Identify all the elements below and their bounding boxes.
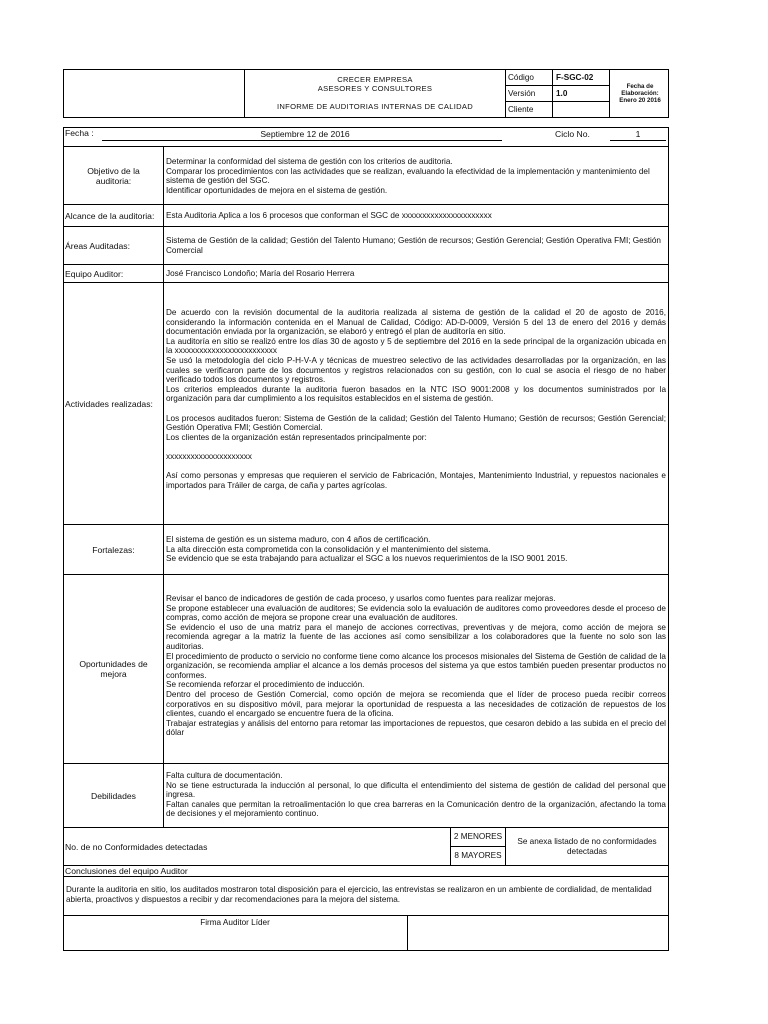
fortalezas-label: Fortalezas: — [92, 544, 135, 555]
actividades-paragraph: Los procesos auditados fueron: Sistema de Gestión de la calidad; Gestión del Talento Humano; Gestión de recursos; Gestión Gerencial; Gestión Operativa FMI; Gestión Comercial. — [166, 413, 666, 433]
codigo-label: Código — [508, 73, 534, 82]
actividades-paragraph: Se usó la metodología del ciclo P-H-V-A y técnicas de muestreo selectivo de las actividades desarrolladas por la organización, en las cuales se verificaron parte de los documentos y registros relacionados con su gestión, con lo cual se asocia el riesgo de no haber verificado todos los documentos y registros. — [166, 355, 666, 385]
label-column-divider — [163, 147, 164, 827]
fortalezas-line: Se evidencio que se esta trabajando para actualizar el SGC a los nuevos requerimientos de la ISO 9001 2015. — [166, 554, 568, 564]
debilidades-content — [166, 771, 666, 819]
fortalezas-content — [166, 535, 666, 564]
actividades-paragraph: xxxxxxxxxxxxxxxxxxxxx — [166, 451, 252, 461]
equipo-label: Equipo Auditor: — [65, 268, 124, 279]
actividades-paragraph: La auditoría en sitio se realizó entre los días 30 de agosto y 5 de septiembre del 2016 en la sede principal de la organización ubicada en la xxxxxxxxxxxxxxxxxxxxxxxxx — [166, 336, 666, 356]
actividades-paragraph: Así como personas y empresas que requieren el servicio de Fabricación, Montajes, Mantenimiento Industrial, y repuestos nacionales e importados para Tráiler de carga, de caña y partes agrícolas. — [166, 471, 666, 490]
objetivo-label: Objetivo de la auditoria: — [87, 166, 140, 186]
header-divider-3 — [552, 69, 553, 118]
noconf-divider-2 — [505, 827, 506, 865]
actividades-paragraph: De acuerdo con la revisión documental de la auditoria realizada al sistema de gestión de la calidad el 20 de agosto de 2016, considerando la información contenida en el Manual de Calidad, Código: AD-D-0009, Versión 5 del 13 de enero del 2016 y demás documentación enviada por la organización, se elaboró y entregó el plan de auditoría en sitio. — [166, 308, 666, 337]
header-divider-4 — [609, 69, 610, 118]
actividades-spacer — [166, 404, 666, 414]
oportunidades-paragraph: Se evidencio el uso de una matriz para el manejo de acciones correctivas, preventivas y de mejora, como acción de mejora se recomienda agregar a la matriz la fuente de las acciones así como sensibilizar a los colaboradores que la fuente no solo son las auditorias. — [166, 622, 666, 651]
noconf-menores: 2 MENORES — [453, 832, 503, 842]
noconf-label: No. de no Conformidades detectadas — [65, 841, 208, 852]
report-title: INFORME DE AUDITORIAS INTERNAS DE CALIDAD — [276, 102, 474, 111]
header-divider-2 — [505, 69, 506, 118]
debilidades-line: Faltan canales que permitan la retroalimentación lo que crea barreras en la Comunicación dentro de la organización, afectando la toma de decisiones y el mejoramiento continuo. — [166, 799, 666, 819]
version-label: Versión — [508, 89, 536, 98]
alcance-value: Esta Auditoria Aplica a los 6 procesos que conforman el SGC de xxxxxxxxxxxxxxxxxxxxxx — [166, 210, 492, 220]
row-line-conclusiones-label — [63, 876, 669, 877]
oportunidades-content — [166, 594, 666, 738]
oportunidades-paragraph: Revisar el banco de indicadores de gestión de cada proceso, y usarlos como fuentes para realizar mejoras. — [166, 594, 556, 603]
debilidades-label: Debilidades — [91, 790, 136, 801]
ciclo-label: Ciclo No. — [555, 129, 590, 139]
noconf-mayores: 8 MAYORES — [454, 851, 502, 861]
fecha-elaboracion-value: Enero 20 2016 — [619, 97, 661, 104]
firma-label: Firma Auditor Líder — [200, 918, 270, 927]
actividades-content — [166, 308, 666, 490]
firma-signature-area[interactable] — [408, 916, 668, 950]
actividades-label: Actividades realizadas: — [65, 398, 153, 409]
noconf-note: Se anexa listado de no conformidades detectadas — [517, 836, 657, 856]
oportunidades-paragraph: El procedimiento de producto o servicio no conforme tiene como alcance los procesos misionales del Sistema de Gestión de calidad de la organización, se recomienda ampliar el alcance a los demás procesos del sistema ya que estos también pueden presentar productos no conformes. — [166, 651, 666, 680]
company-subtitle: ASESORES Y CONSULTORES — [317, 84, 433, 93]
areas-label: Áreas Auditadas: — [65, 240, 130, 251]
codigo-value: F-SGC-02 — [556, 73, 594, 82]
company-name: CRECER EMPRESA — [337, 75, 413, 84]
oportunidades-paragraph: Trabajar estrategias y análisis del entorno para retomar las importaciones de repuestos, que cesaron debido a las subida en el precio del dólar — [166, 718, 666, 738]
fecha-value: Septiembre 12 de 2016 — [260, 129, 350, 139]
header-row-line-2 — [505, 101, 609, 102]
debilidades-line: Falta cultura de documentación. — [166, 771, 283, 780]
objetivo-line: Identificar oportunidades de mejora en el sistema de gestión. — [166, 185, 388, 195]
oportunidades-paragraph: Se propone establecer una evaluación de auditores; Se evidencia solo la evaluación de auditores como proveedores desde el proceso de compras, como acción de mejora se propone crear una evaluación de auditores. — [166, 603, 666, 623]
actividades-paragraph: Los criterios empleados durante la auditoria fueron basados en la NTC ISO 9001:2008 y los documentos suministrados por la organización para dar cumplimiento a los requisitos establecidos en el sistema de gestión. — [166, 384, 666, 404]
actividades-spacer — [166, 442, 666, 452]
objetivo-line: Comparar los procedimientos con las actividades que se realizan, evaluando la efectividad de la implementación y mantenimiento del sistema de gestión del SGC. — [166, 166, 650, 186]
ciclo-value: 1 — [635, 129, 641, 139]
oportunidades-paragraph: Se recomienda reforzar el procedimiento de inducción. — [166, 680, 365, 690]
objetivo-content — [166, 157, 666, 195]
fortalezas-line: La alta dirección esta comprometida con la consolidación y el mantenimiento del sistema. — [166, 544, 491, 554]
conclusiones-text: Durante la auditoria en sitio, los auditados mostraron total disposición para el ejercicio, las entrevistas se realizaron en un ambiente de cordialidad, de mentalidad abierta, proactivos y dispuestos a recibir y dar recomendaciones para la mejora del sistema. — [66, 885, 652, 904]
actividades-spacer — [166, 462, 666, 472]
objetivo-line: Determinar la conformidad del sistema de gestión con los criterios de auditoria. — [166, 157, 453, 166]
actividades-paragraph: Los clientes de la organización están representados principalmente por: — [166, 432, 427, 442]
fecha-label: Fecha : — [65, 128, 94, 138]
fecha-elaboracion-label: Fecha de Elaboración: — [621, 83, 659, 97]
areas-value: Sistema de Gestión de la calidad; Gestión del Talento Humano; Gestión de recursos; Gestión Gerencial; Gestión Operativa FMI; Gestión Comercial — [166, 235, 661, 255]
oportunidades-paragraph: Dentro del proceso de Gestión Comercial, como opción de mejora se recomienda que el líder de proceso pueda recibir correos corporativos en su dispositivo móvil, para mejorar la oportunidad de respuesta a las necesidades de cotización de repuestos de los clientes, cuando el encargado se encuentre fuera de la oficina. — [166, 689, 666, 719]
conclusiones-label: Conclusiones del equipo Auditor — [65, 866, 188, 876]
oportunidades-label: Oportunidades de mejora — [79, 659, 148, 679]
cliente-label: Cliente — [508, 105, 534, 114]
header-row-line-1 — [505, 85, 609, 86]
version-value: 1.0 — [556, 89, 568, 98]
debilidades-line: No se tiene estructurada la inducción al personal, lo que dificulta el entendimiento del sistema de gestión de calidad del personal que ingresa. — [166, 780, 666, 800]
fortalezas-line: El sistema de gestión es un sistema maduro, con 4 años de certificación. — [166, 535, 431, 544]
alcance-label: Alcance de la auditoria: — [65, 210, 155, 221]
equipo-value: José Francisco Londoño; María del Rosario Herrera — [166, 268, 355, 278]
